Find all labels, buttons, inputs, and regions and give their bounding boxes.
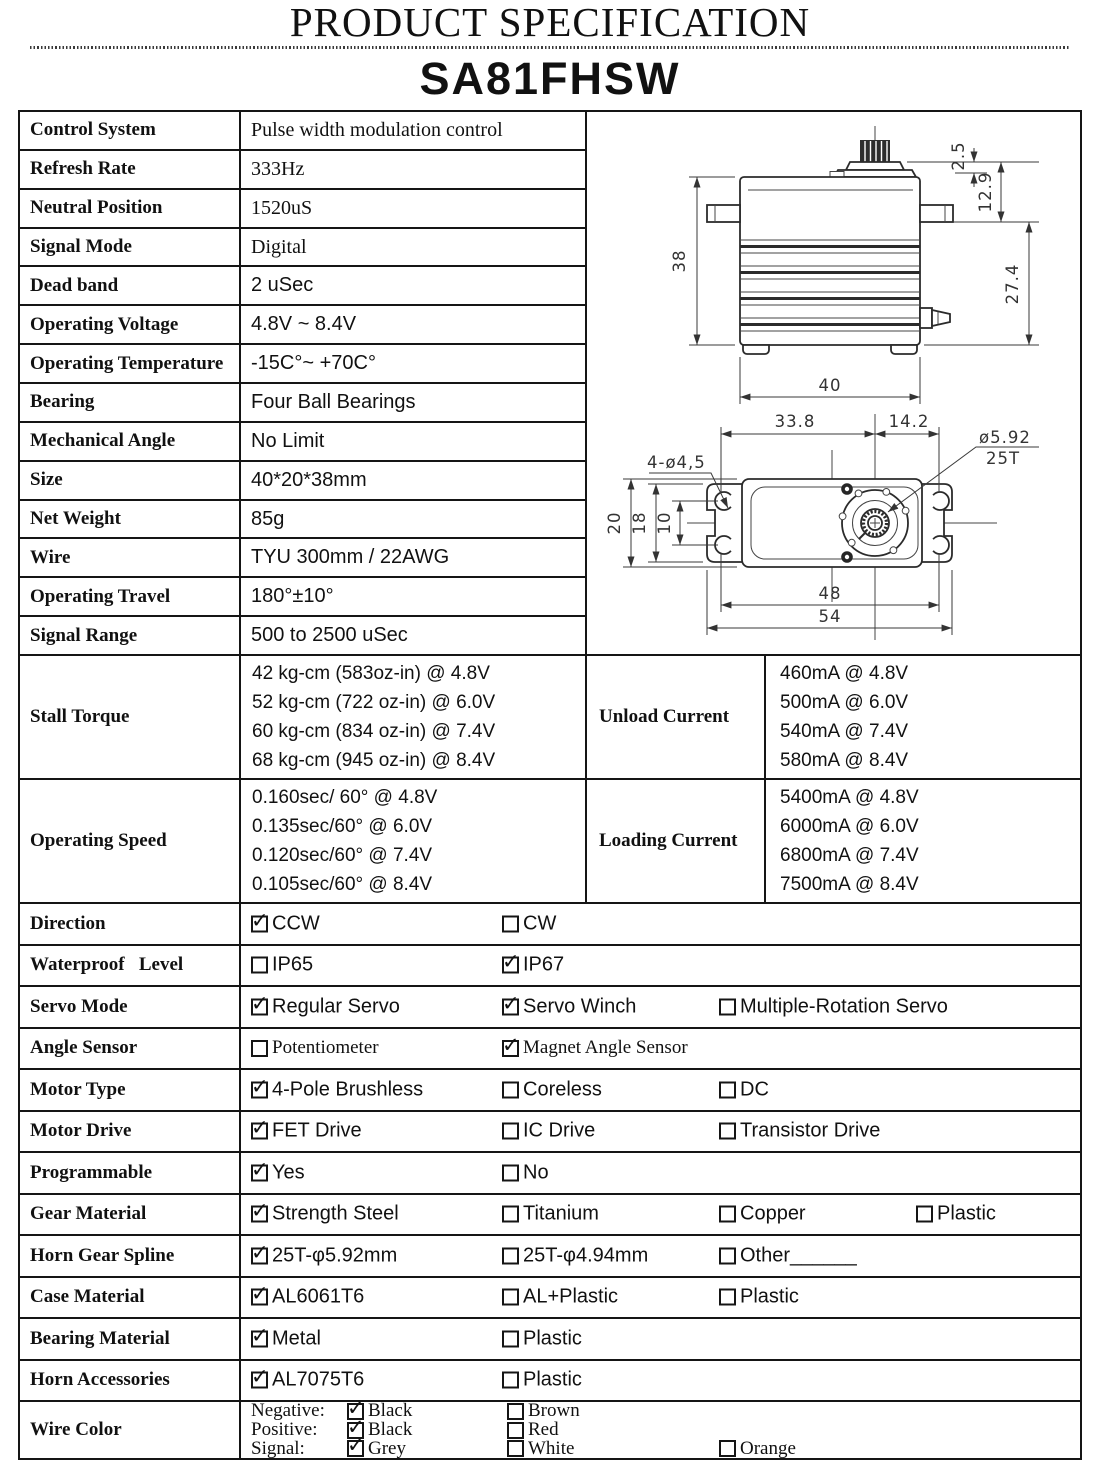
- dim-tab-depth: 18: [630, 511, 649, 535]
- dim-spline-teeth: 25T: [986, 449, 1021, 468]
- option-dc: [719, 1078, 769, 1101]
- row-label-unload-current: Unload Current: [587, 656, 766, 778]
- option-other: [719, 1244, 857, 1267]
- row-label: Operating Voltage: [20, 306, 241, 343]
- option-4-pole-brushless: [251, 1078, 423, 1101]
- option-label: Grey: [368, 1437, 406, 1459]
- wire-line-signal: [241, 1439, 1080, 1458]
- option-copper: [719, 1203, 806, 1226]
- option-label: CCW: [272, 912, 320, 935]
- spec-row-wire: [20, 537, 585, 576]
- option-fet-drive: [251, 1120, 362, 1143]
- option-al7075t6: [251, 1369, 364, 1392]
- checkbox-unchecked: [719, 1247, 736, 1264]
- row-label: Net Weight: [20, 501, 241, 538]
- row-label: Bearing: [20, 384, 241, 421]
- spec-table: [18, 110, 1082, 1460]
- checkbox-checked: [251, 1330, 268, 1347]
- row-value: 180°±10°: [251, 585, 334, 608]
- spec-row-bearing: [20, 382, 585, 421]
- row-label: Horn Gear Spline: [20, 1236, 241, 1276]
- option-metal: [251, 1327, 321, 1350]
- checkbox-unchecked: [719, 1289, 736, 1306]
- checkbox-unchecked: [719, 1206, 736, 1223]
- option-multiple-rotation-servo: [719, 995, 948, 1018]
- wire-line-prefix: Signal:: [251, 1437, 305, 1459]
- row-label: Angle Sensor: [20, 1029, 241, 1069]
- value-line: 460mA @ 4.8V: [780, 663, 909, 684]
- checkbox-unchecked: [507, 1403, 524, 1420]
- option-yes: [251, 1161, 305, 1184]
- checkbox-unchecked: [502, 915, 519, 932]
- option-label: Plastic: [523, 1368, 582, 1391]
- dim-body-width: 40: [818, 376, 842, 395]
- checkbox-checked: [251, 1123, 268, 1140]
- option-plastic: [502, 1327, 582, 1350]
- checkbox-unchecked: [719, 1081, 736, 1098]
- row-options: [241, 1361, 1080, 1401]
- loading-current-values: [766, 780, 1080, 902]
- row-value: 333Hz: [251, 157, 305, 180]
- option-no: [502, 1161, 549, 1184]
- spec-row-motor-drive: [20, 1110, 1080, 1152]
- unload-current-values: [766, 656, 1080, 778]
- option-plastic: [916, 1203, 996, 1226]
- value-line: 0.105sec/60° @ 8.4V: [252, 874, 433, 895]
- checkbox-unchecked: [502, 1289, 519, 1306]
- spec-row-net-weight: [20, 499, 585, 538]
- row-options: [241, 1195, 1080, 1235]
- option-label: Copper: [740, 1202, 806, 1225]
- row-options: [241, 1153, 1080, 1193]
- spec-row-case-material: [20, 1276, 1080, 1318]
- checkbox-unchecked: [719, 1440, 736, 1457]
- option-label: Plastic: [523, 1327, 582, 1350]
- option-label: Other______: [740, 1244, 857, 1267]
- option-label: Black: [368, 1419, 413, 1440]
- option-label: Regular Servo: [272, 995, 400, 1018]
- row-label: Mechanical Angle: [20, 423, 241, 460]
- checkbox-checked: [502, 957, 519, 974]
- checkbox-checked: [251, 1372, 268, 1389]
- row-label: Horn Accessories: [20, 1361, 241, 1401]
- option-label: AL7075T6: [272, 1368, 365, 1391]
- value-line: 42 kg-cm (583oz-in) @ 4.8V: [252, 663, 490, 684]
- option-label: DC: [740, 1078, 769, 1101]
- checkbox-unchecked: [502, 1081, 519, 1098]
- spec-row-direction: [20, 902, 1080, 944]
- dim-mounting-holes: 4-ø4,5: [647, 453, 706, 472]
- page-title: PRODUCT SPECIFICATION: [289, 0, 811, 45]
- checkbox-unchecked: [502, 1330, 519, 1347]
- row-label-stall-torque: Stall Torque: [20, 656, 241, 778]
- dim-hole-span: 48: [818, 584, 842, 603]
- checkbox-unchecked: [502, 1372, 519, 1389]
- row-label: Case Material: [20, 1278, 241, 1318]
- row-options: [241, 1319, 1080, 1359]
- option-potentiometer: [251, 1037, 379, 1059]
- row-value: 1520uS: [251, 196, 313, 219]
- option-label: Coreless: [523, 1078, 602, 1101]
- option-al-plastic: [502, 1286, 618, 1309]
- technical-drawing-cell: [587, 112, 1080, 654]
- option-al6061t6: [251, 1286, 364, 1309]
- option-label: Potentiometer: [272, 1037, 379, 1059]
- spec-row-horn-gear-spline: [20, 1234, 1080, 1276]
- checkbox-checked: [251, 915, 268, 932]
- wire-line-negative: [241, 1402, 1080, 1421]
- spec-row-refresh-rate: [20, 149, 585, 188]
- row-options: [241, 1029, 1080, 1069]
- row-value: -15C°~ +70C°: [251, 352, 376, 375]
- option-ip67: [502, 954, 564, 977]
- checkbox-unchecked: [502, 1247, 519, 1264]
- row-label: Control System: [20, 112, 241, 149]
- spec-row-operating-speed: [20, 778, 1080, 902]
- checkbox-unchecked: [719, 1123, 736, 1140]
- option-label: Magnet Angle Sensor: [523, 1037, 688, 1059]
- option-regular-servo: [251, 995, 400, 1018]
- dim-body-height: 38: [670, 249, 689, 273]
- option-ccw: [251, 912, 320, 935]
- option-25t-4-94mm: [502, 1244, 648, 1267]
- option-25t-5-92mm: [251, 1244, 397, 1267]
- row-label: Waterproof Level: [20, 946, 241, 986]
- option-ip65: [251, 954, 313, 977]
- option-label: Yes: [272, 1161, 305, 1184]
- row-options: [241, 987, 1080, 1027]
- value-line: 0.160sec/ 60° @ 4.8V: [252, 787, 438, 808]
- row-label: Wire: [20, 539, 241, 576]
- option-titanium: [502, 1203, 599, 1226]
- option-label: Plastic: [937, 1202, 996, 1225]
- row-value: 500 to 2500 uSec: [251, 624, 408, 647]
- row-label: Dead band: [20, 267, 241, 304]
- spec-row-wire-color: [20, 1400, 1080, 1458]
- row-label: Operating Temperature: [20, 345, 241, 382]
- value-line: 0.135sec/60° @ 6.0V: [252, 816, 433, 837]
- checkbox-unchecked: [507, 1440, 524, 1457]
- row-options: [241, 1112, 1080, 1152]
- title-divider: [30, 46, 1070, 49]
- option-plastic: [719, 1286, 799, 1309]
- spec-row-control-system: [20, 112, 585, 149]
- spec-row-motor-type: [20, 1068, 1080, 1110]
- general-specs-rows: [20, 112, 587, 654]
- value-line: 540mA @ 7.4V: [780, 721, 909, 742]
- row-options: [241, 1278, 1080, 1318]
- row-label: Direction: [20, 904, 241, 944]
- option-label: Orange: [740, 1437, 796, 1459]
- header: [0, 0, 1100, 103]
- spec-row-operating-temperature: [20, 343, 585, 382]
- side-view: [707, 126, 953, 354]
- row-label: Operating Travel: [20, 578, 241, 615]
- value-line: 0.120sec/60° @ 7.4V: [252, 845, 433, 866]
- row-label: Programmable: [20, 1153, 241, 1193]
- option-label: IP65: [272, 953, 314, 976]
- row-value: 2 uSec: [251, 274, 314, 297]
- row-label: Gear Material: [20, 1195, 241, 1235]
- row-value: No Limit: [251, 429, 325, 452]
- spec-row-angle-sensor: [20, 1027, 1080, 1069]
- value-line: 6000mA @ 6.0V: [780, 816, 919, 837]
- option-label: White: [528, 1437, 575, 1459]
- row-label-operating-speed: Operating Speed: [20, 780, 241, 902]
- spec-row-neutral-position: [20, 188, 585, 227]
- option-label: Red: [528, 1419, 559, 1440]
- checkbox-checked: [251, 998, 268, 1015]
- spec-row-waterproof-level: [20, 944, 1080, 986]
- row-value: Digital: [251, 235, 307, 258]
- option-label: AL+Plastic: [523, 1285, 619, 1308]
- row-label: Neutral Position: [20, 190, 241, 227]
- checkbox-checked: [251, 1081, 268, 1098]
- checkbox-unchecked: [502, 1164, 519, 1181]
- row-options: [241, 904, 1080, 944]
- option-label: 25T-φ5.92mm: [272, 1244, 398, 1267]
- top-view: [687, 414, 997, 640]
- wire-connector: [920, 308, 932, 328]
- option-label: AL6061T6: [272, 1285, 365, 1308]
- dim-hole-spacing: 10: [655, 511, 674, 535]
- dim-spline-step: 2.5: [949, 141, 968, 171]
- option-label: FET Drive: [272, 1119, 362, 1142]
- option-orange: [719, 1438, 796, 1460]
- value-line: 60 kg-cm (834 oz-in) @ 7.4V: [252, 721, 496, 742]
- row-value: 40*20*38mm: [251, 468, 367, 491]
- wire-line-positive: [241, 1421, 1080, 1440]
- dim-overall-length: 54: [818, 607, 842, 626]
- spec-row-gear-material: [20, 1193, 1080, 1235]
- spec-row-mechanical-angle: [20, 421, 585, 460]
- option-cw: [502, 912, 556, 935]
- option-white: [507, 1438, 574, 1460]
- option-label: IP67: [523, 953, 565, 976]
- mount-tab-left: [707, 205, 740, 222]
- spec-row-operating-voltage: [20, 304, 585, 343]
- row-options: [241, 946, 1080, 986]
- checkbox-checked: [251, 1247, 268, 1264]
- spec-row-programmable: [20, 1151, 1080, 1193]
- row-label: Signal Range: [20, 617, 241, 654]
- dim-case-depth: 20: [605, 511, 624, 535]
- spec-row-bearing-material: [20, 1317, 1080, 1359]
- spec-row-servo-mode: [20, 985, 1080, 1027]
- option-ic-drive: [502, 1120, 595, 1143]
- dim-right-span: 14.2: [888, 412, 930, 431]
- wire-color-lines: [241, 1402, 1080, 1458]
- row-value: TYU 300mm / 22AWG: [251, 546, 450, 569]
- value-line: 580mA @ 8.4V: [780, 750, 909, 771]
- checkbox-unchecked: [502, 1206, 519, 1223]
- option-strength-steel: [251, 1203, 399, 1226]
- option-plastic: [502, 1369, 582, 1392]
- row-label: Bearing Material: [20, 1319, 241, 1359]
- checkbox-unchecked: [916, 1206, 933, 1223]
- checkbox-unchecked: [251, 1040, 268, 1057]
- option-label: No: [523, 1161, 549, 1184]
- option-label: IC Drive: [523, 1119, 596, 1142]
- dim-tab-to-bottom: 27.4: [1003, 263, 1022, 305]
- wire-line-prefix: Positive:: [251, 1419, 318, 1440]
- option-label: Multiple-Rotation Servo: [740, 995, 948, 1018]
- option-label: Titanium: [523, 1202, 599, 1225]
- checkbox-unchecked: [502, 1123, 519, 1140]
- option-label: Black: [368, 1400, 413, 1422]
- option-label: 4-Pole Brushless: [272, 1078, 424, 1101]
- row-value: 4.8V ~ 8.4V: [251, 313, 357, 336]
- servo-body-side: [740, 177, 920, 345]
- model-name: SA81FHSW: [419, 53, 681, 104]
- dim-left-span: 33.8: [774, 412, 816, 431]
- spec-row-horn-accessories: [20, 1359, 1080, 1401]
- row-label: Motor Type: [20, 1070, 241, 1110]
- operating-speed-values: [241, 780, 587, 902]
- checkbox-checked: [251, 1206, 268, 1223]
- stall-torque-values: [241, 656, 587, 778]
- row-label-wire-color: Wire Color: [20, 1402, 241, 1458]
- value-line: 68 kg-cm (945 oz-in) @ 8.4V: [252, 750, 496, 771]
- dim-spline-diameter: ø5.92: [979, 428, 1031, 447]
- checkbox-checked: [251, 1164, 268, 1181]
- row-label: Motor Drive: [20, 1112, 241, 1152]
- row-options: [241, 1236, 1080, 1276]
- option-servo-winch: [502, 995, 636, 1018]
- row-label: Signal Mode: [20, 229, 241, 266]
- checkbox-unchecked: [507, 1422, 524, 1439]
- row-value: 85g: [251, 507, 285, 530]
- spec-row-signal-mode: [20, 227, 585, 266]
- option-label: Metal: [272, 1327, 321, 1350]
- option-label: 25T-φ4.94mm: [523, 1244, 649, 1267]
- checkbox-unchecked: [719, 998, 736, 1015]
- value-line: 5400mA @ 4.8V: [780, 787, 919, 808]
- row-value: Pulse width modulation control: [251, 118, 503, 141]
- row-label: Servo Mode: [20, 987, 241, 1027]
- option-magnet-angle-sensor: [502, 1037, 688, 1059]
- wire-line-prefix: Negative:: [251, 1400, 325, 1422]
- option-grey: [347, 1438, 406, 1460]
- checkbox-checked: [502, 998, 519, 1015]
- option-label: CW: [523, 912, 557, 935]
- spec-row-size: [20, 460, 585, 499]
- servo-dimension-drawing: [587, 112, 1082, 650]
- row-value: Four Ball Bearings: [251, 390, 416, 413]
- checkbox-checked: [251, 1289, 268, 1306]
- checkbox-checked: [502, 1040, 519, 1057]
- spec-row-signal-range: [20, 615, 585, 654]
- row-options: [241, 1070, 1080, 1110]
- option-coreless: [502, 1078, 602, 1101]
- value-line: 500mA @ 6.0V: [780, 692, 909, 713]
- dim-flange-to-tab: 12.9: [976, 171, 995, 213]
- option-transistor-drive: [719, 1120, 880, 1143]
- general-specs-section: [20, 112, 1080, 654]
- value-line: 6800mA @ 7.4V: [780, 845, 919, 866]
- checkbox-checked: [347, 1440, 364, 1457]
- row-label-loading-current: Loading Current: [587, 780, 766, 902]
- row-label: Size: [20, 462, 241, 499]
- option-label: Brown: [528, 1400, 580, 1422]
- value-line: 52 kg-cm (722 oz-in) @ 6.0V: [252, 692, 496, 713]
- checkbox-unchecked: [251, 957, 268, 974]
- mount-tab-right: [920, 205, 953, 222]
- spec-row-stall-torque: [20, 654, 1080, 778]
- row-label: Refresh Rate: [20, 151, 241, 188]
- option-label: Transistor Drive: [740, 1119, 881, 1142]
- value-line: 7500mA @ 8.4V: [780, 874, 919, 895]
- option-label: Servo Winch: [523, 995, 637, 1018]
- spec-row-dead-band: [20, 265, 585, 304]
- option-label: Strength Steel: [272, 1202, 399, 1225]
- option-label: Plastic: [740, 1285, 799, 1308]
- spec-row-operating-travel: [20, 576, 585, 615]
